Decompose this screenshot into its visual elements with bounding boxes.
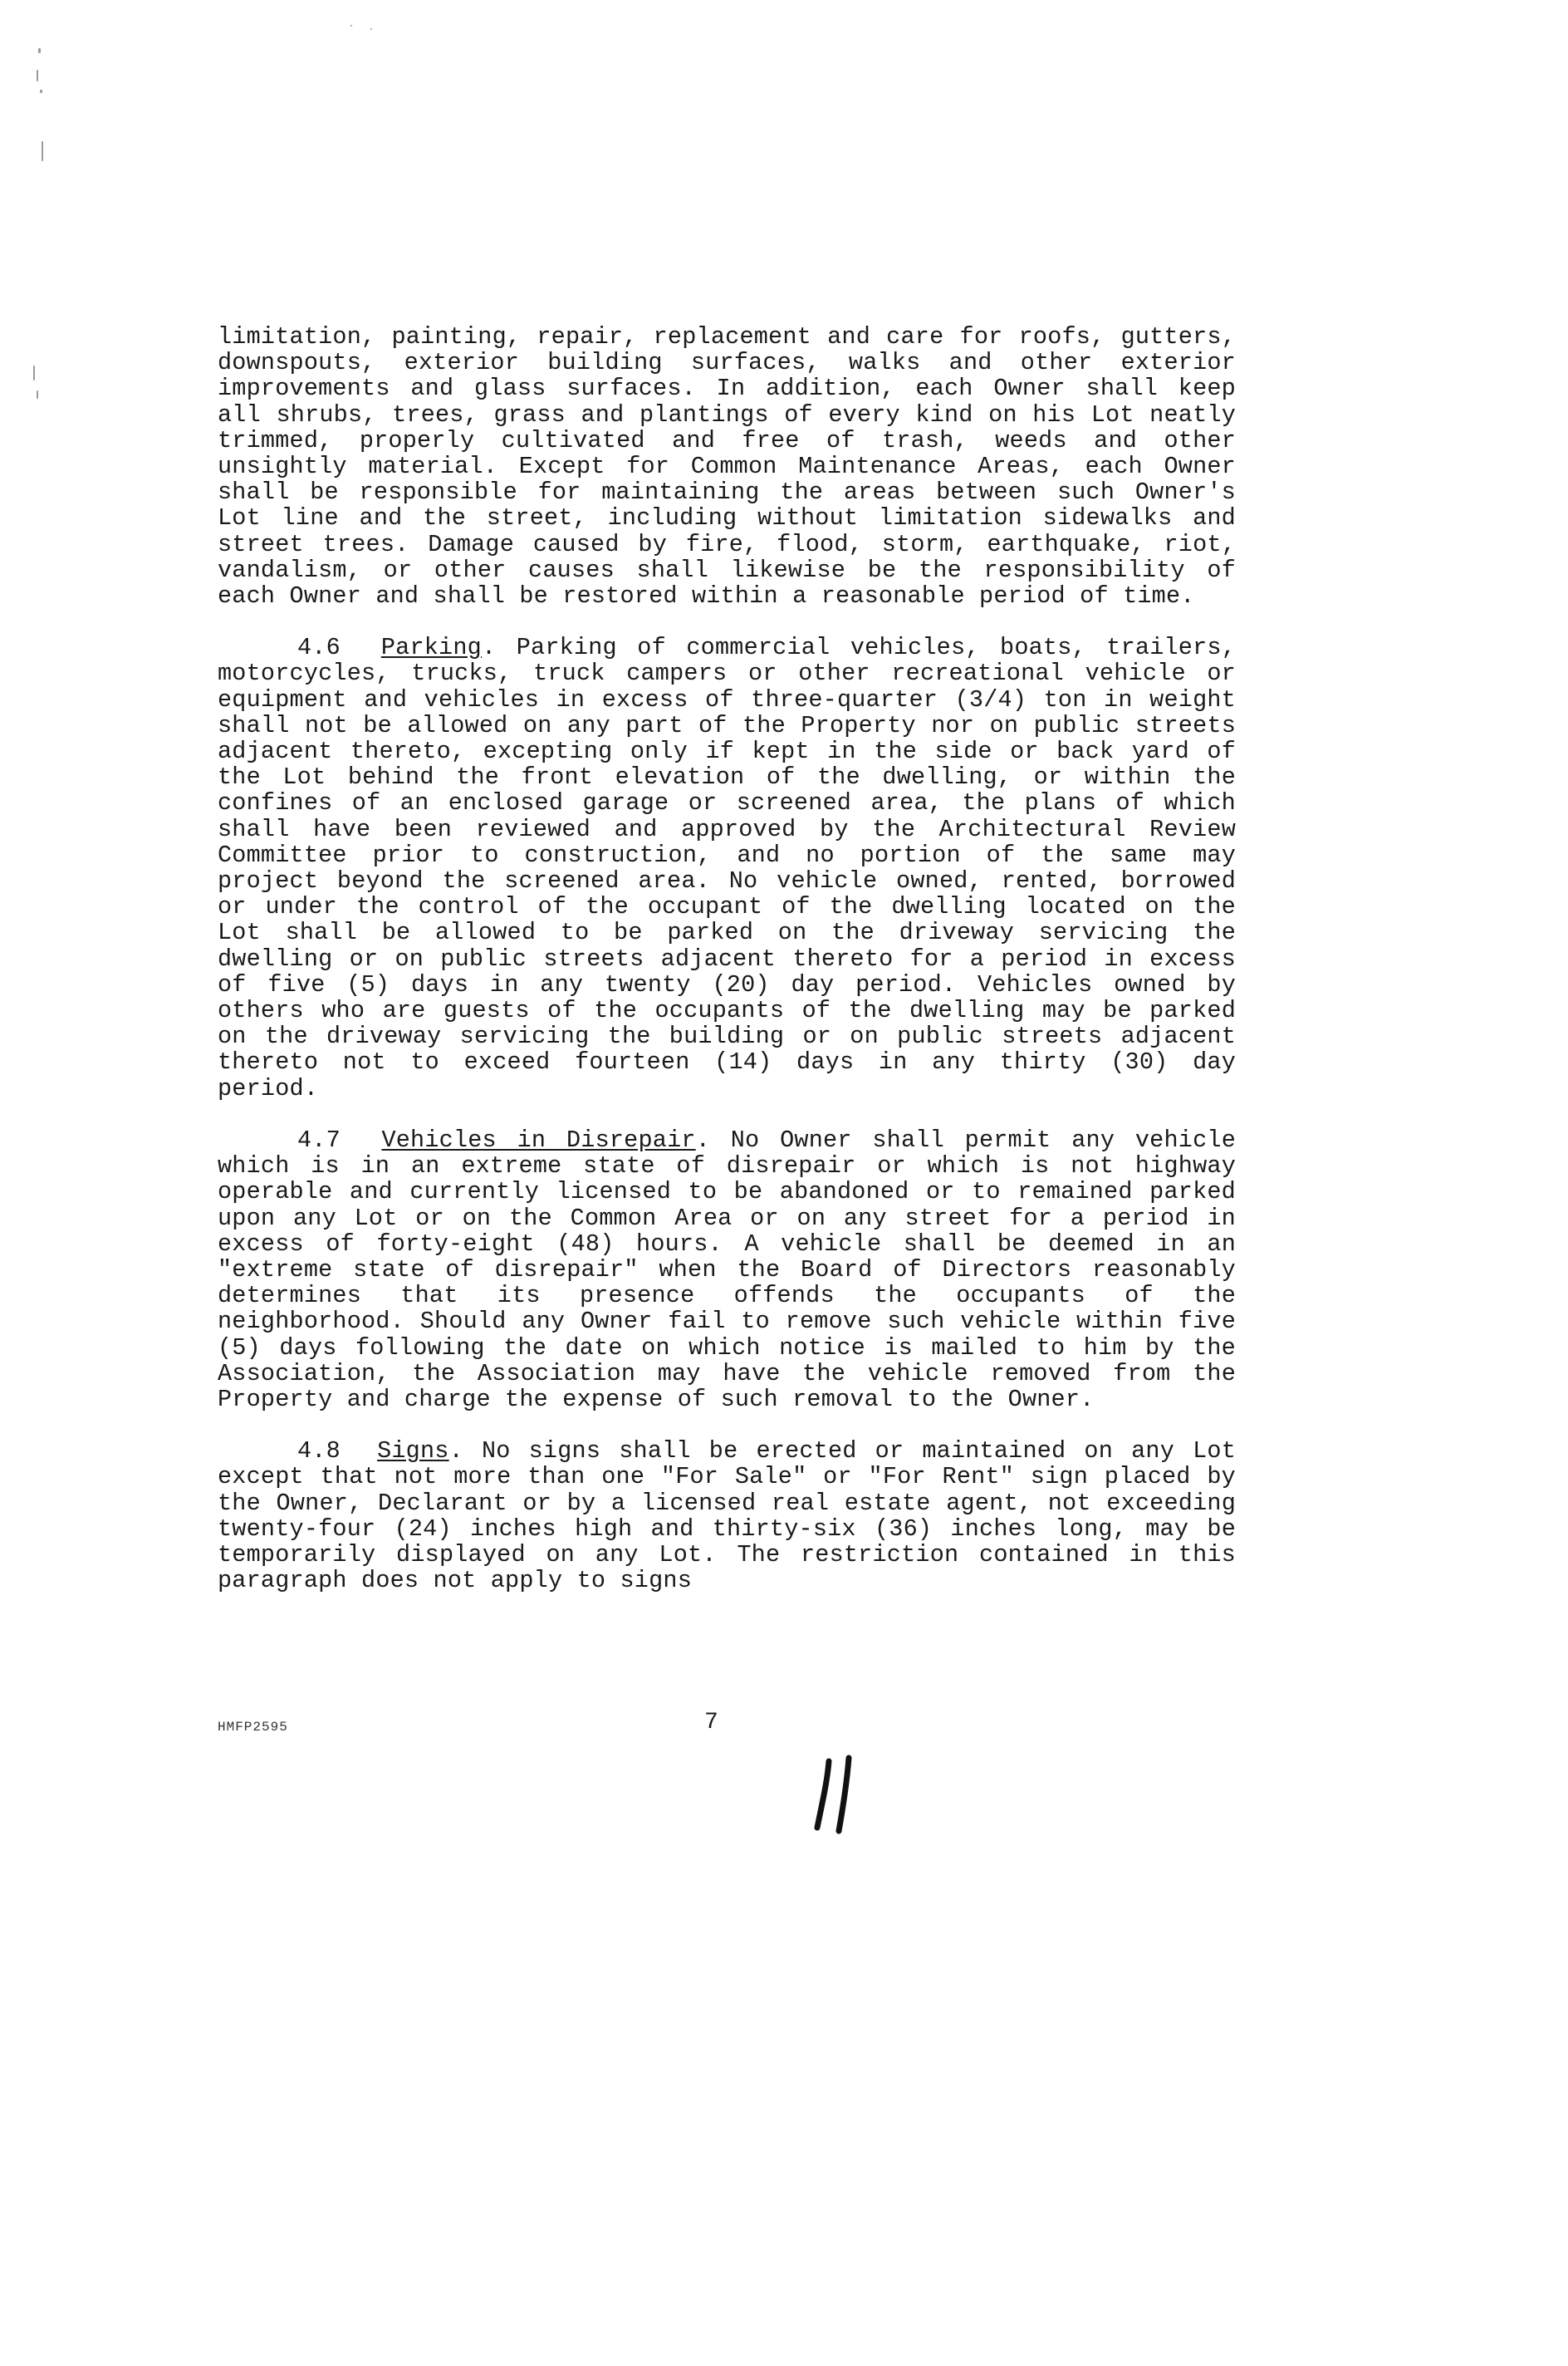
paragraph-text: . No signs shall be erected or maintained on any Lot except that not more than one "For Sale" or "For Rent" sign placed by the Owner, Declarant or by a licensed real estate agent, not exceeding twenty-four (24) inches high and thirty-six (36) inches long, may be temporarily displayed on any Lot. The restriction contained in this paragraph does not apply to signs — [218, 1437, 1236, 1595]
section-number: 4.7 — [297, 1126, 341, 1154]
footer-document-code: HMFP2595 — [218, 1720, 288, 1735]
paragraph-continuation — [218, 324, 1236, 609]
scan-speck — [350, 25, 352, 27]
section-number: 4.8 — [297, 1437, 341, 1465]
page-number: 7 — [704, 1710, 718, 1735]
scan-speck — [33, 366, 35, 380]
scan-speck — [37, 70, 38, 81]
scan-speck — [40, 90, 42, 93]
handwritten-mark — [806, 1753, 872, 1836]
paragraph-text: . Parking of commercial vehicles, boats, trailers, motorcycles, trucks, truck campers or other recreational vehicle or equipment and vehicles in excess of three-quarter (3/4) ton in weight shall not be allowed on any part of the Property nor on public streets adjacent thereto, excepting only if kept in the side or back yard of the Lot behind the front elevation of the dwelling, or within the confines of an enclosed garage or screened area, the plans of which shall have been reviewed and approved by the Architectural Review Committee prior to construction, and no portion of the same may project beyond the screened area. No vehicle owned, rented, borrowed or under the control of the occupant of the dwelling located on the Lot shall be allowed to be parked on the driveway servicing the dwelling or on public streets adjacent thereto for a period in excess of five (5) days in any twenty (20) day period. Vehicles owned by others who are guests of the occupants of the dwelling may be parked on the driveway servicing the building or on public streets adjacent thereto not to exceed fourteen (14) days in any thirty (30) day period. — [218, 634, 1237, 1102]
scan-speck — [38, 48, 41, 53]
paragraph-text: . No Owner shall permit any vehicle which is in an extreme state of disrepair or which is not highway operable and currently licensed to be abandoned or to remained parked upon any Lot or on the Common Area or on any street for a period in excess of forty-eight (48) hours. A vehicle shall be deemed in an "extreme state of disrepair" when the Board of Directors reasonably determines that its presence offends the occupants of the neighborhood. Should any Owner fail to remove such vehicle within five (5) days following the date on which notice is mailed to him by the Association, the Association may have the vehicle removed from the Property and charge the expense of such removal to the Owner. — [218, 1126, 1237, 1413]
body-text — [218, 324, 1236, 1619]
section-number: 4.6 — [297, 634, 341, 662]
scan-speck — [37, 390, 38, 399]
section-heading: Signs — [377, 1437, 449, 1465]
section-heading: Parking — [380, 634, 482, 662]
section-heading: Vehicles in Disrepair — [381, 1126, 696, 1154]
paragraph-4-6 — [218, 635, 1236, 1102]
paragraph-text: limitation, painting, repair, replacement and care for roofs, gutters, downspouts, exterior building surfaces, walks and other exterior improvements and glass surfaces. In addition, each Owner shall keep all shrubs, trees, grass and plantings of every kind on his Lot neatly trimmed, properly cultivated and free of trash, weeds and other unsightly material. Except for Common Maintenance Areas, each Owner shall be responsible for maintaining the areas between such Owner's Lot line and the street, including without limitation sidewalks and street trees. Damage caused by fire, flood, storm, earthquake, riot, vandalism, or other causes shall likewise be the responsibility of each Owner and shall be restored within a reasonable period of time. — [218, 323, 1236, 611]
scan-speck — [42, 141, 43, 161]
paragraph-4-7 — [218, 1127, 1236, 1412]
scan-speck — [370, 28, 372, 30]
paragraph-4-8 — [218, 1438, 1236, 1593]
